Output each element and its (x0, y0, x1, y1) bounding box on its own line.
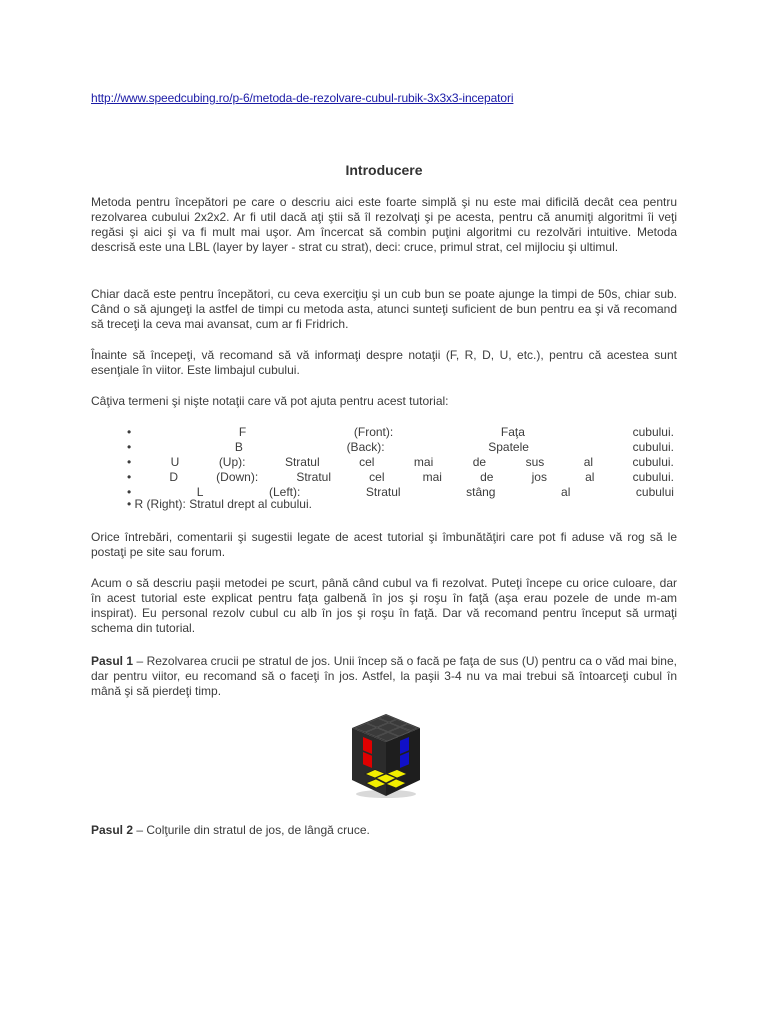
paragraph-intro: Metoda pentru începători pe care o descriu aici este foarte simplă şi nu este mai dificilă decât cea pentru rezolvarea cubului 2x2x2. Ar fi util dacă aţi ştii să îl rezolvaţi şi pe acesta, pentru că anumiţi algoritmi îi veţi regăsi şi aici şi va fi mult mai uşor. Am încercat să combin puţini algoritmi cu rezolvări intuitive. Metoda descrisă este una LBL (layer by layer - strat cu strat), deci: cruce, primul strat, cel mijlociu şi ultimul. (91, 195, 677, 254)
source-link[interactable]: http://www.speedcubing.ro/p-6/metoda-de-rezolvare-cubul-rubik-3x3x3-incepatori (91, 91, 514, 105)
paragraph-questions: Orice întrebări, comentarii şi sugestii legate de acest tutorial şi îmbunătăţiri care pot fi aduse vă rog să le postaţi pe site sau forum. (91, 530, 677, 559)
step-1-label: Pasul 1 (91, 654, 134, 668)
term-item-right: • R (Right): Stratul drept al cubului. (127, 497, 312, 511)
paragraph-steps-summary: Acum o să descriu paşii metodei pe scurt, până când cubul va fi rezolvat. Puteţi începe cu orice culoare, dar în acest tutorial este explicat pentru faţa galbenă în jos şi roşu în faţă (aşa erau pozele de unde m-am inspirat). Eu personal rezolv cubul cu alb în jos şi roşu în faţă. Dar vă recomand pentru început să urmaţi schema din tutorial. (91, 576, 677, 635)
term-word: Stratul (365, 485, 401, 499)
term-word: stâng (466, 485, 496, 499)
paragraph-beginner: Chiar dacă este pentru începători, cu ceva exerciţiu şi un cub bun se poate ajunge la timpi de 50s, chiar sub. Când o să ajungeţi la astfel de timpi cu metoda asta, atunci sunteţi suficient de bun pentru ea şi vă recomand să treceţi la ceva mai avansat, cum ar fi Fridrich. (91, 287, 677, 331)
term-word: de (480, 470, 494, 484)
term-word: mai (413, 455, 434, 469)
term-word: • (127, 485, 132, 499)
term-word: D (169, 470, 179, 484)
paragraph-step-2 (91, 823, 677, 838)
step-1-text: – Rezolvarea crucii pe stratul de jos. Unii încep să o facă pe faţa de sus (U) pentru ca o văd mai bine, dar pentru viitor, eu recomand să o faceţi în jos. Astfel, la paşii 3-4 nu va mai trebui să întoarceţi cubul în mână şi să pierdeţi timp. (91, 654, 677, 698)
term-word: (Back): (346, 440, 385, 454)
paragraph-terms-intro: Câţiva termeni şi nişte notaţii care vă pot ajuta pentru acest tutorial: (91, 394, 449, 408)
term-word: Faţa (500, 425, 525, 439)
section-title: Introducere (345, 162, 423, 178)
term-word: (Left): (268, 485, 301, 499)
term-item (127, 470, 674, 485)
term-word: al (561, 485, 571, 499)
step-2-text: – Colţurile din stratul de jos, de lângă cruce. (133, 823, 370, 837)
term-word: (Front): (353, 425, 394, 439)
term-word: sus (525, 455, 545, 469)
term-word: cubului (635, 485, 674, 499)
term-word: U (170, 455, 180, 469)
term-word: • (127, 425, 132, 439)
term-word: cubului. (632, 470, 674, 484)
term-word: mai (422, 470, 442, 484)
paragraph-notations: Înainte să începeţi, vă recomand să vă informaţi despre notaţii (F, R, D, U, etc.), pentru că acestea sunt esenţiale în viitor. Este limbajul cubului. (91, 348, 677, 377)
step-2-label: Pasul 2 (91, 823, 134, 837)
term-word: (Up): (218, 455, 246, 469)
term-word: al (585, 470, 595, 484)
term-word: cel (369, 470, 385, 484)
term-word: de (472, 455, 487, 469)
term-word: cubului. (632, 440, 674, 454)
term-word: B (234, 440, 243, 454)
term-word: Stratul (296, 470, 331, 484)
term-item (127, 455, 674, 470)
term-word: • (127, 440, 132, 454)
term-word: cubului. (632, 455, 674, 469)
paragraph-step-1 (91, 654, 677, 699)
term-word: (Down): (216, 470, 259, 484)
term-word: F (238, 425, 247, 439)
term-word: Stratul (284, 455, 320, 469)
term-word: al (583, 455, 594, 469)
term-word: jos (531, 470, 547, 484)
term-word: • (127, 455, 132, 469)
term-word: • (127, 470, 132, 484)
term-item (127, 440, 674, 455)
rubik-cube-image (346, 712, 426, 798)
term-word: cubului. (632, 425, 674, 439)
term-word: Spatele (488, 440, 529, 454)
term-item (127, 425, 674, 440)
term-word: L (196, 485, 204, 499)
term-word: cel (359, 455, 375, 469)
